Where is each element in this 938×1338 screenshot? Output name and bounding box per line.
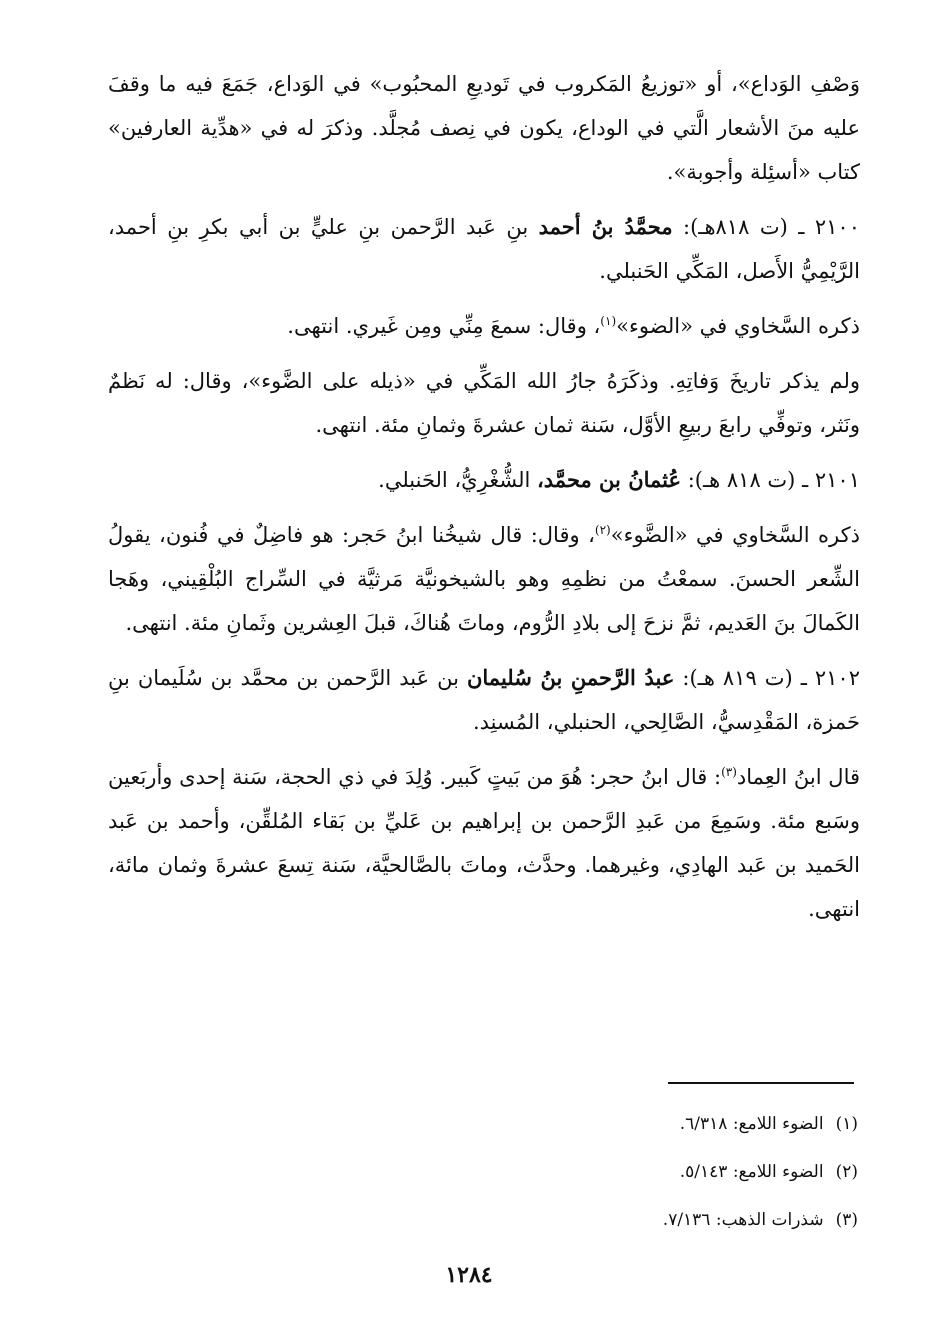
footnote-reference: (٣) bbox=[721, 765, 737, 779]
entry-name: عبدُ الرَّحمنِ بنُ سُليمان bbox=[466, 665, 675, 690]
entry-body-2102: قال ابنُ العِماد$^{(٣)}$: قال ابنُ حجر: هُوَ من بَيتٍ كَبير. وُلِدَ في ذي الحجة، سَنة إحدى وأربَعين وسَبع مئة. وسَمِعَ من عَبدِ الرَّحمن بن إبراهيم بن عَليِّ بن بَقاء المُلقِّن، وأحمد بن عَبد الحَميد بن عَبد الهادِي، وغيرهما. وحدَّث، وماتَ بالصَّالحيَّة، سَنة تِسعَ عشرةَ وثمان مائة، انتهى. bbox=[108, 765, 861, 921]
footnote-reference: (١) bbox=[600, 314, 617, 328]
entry-heading-2102 bbox=[108, 656, 860, 744]
footnote-1 bbox=[400, 1100, 858, 1148]
footnote-mark: (٢) bbox=[835, 1162, 858, 1182]
main-text bbox=[108, 62, 860, 931]
entry-body-2100-b: ولم يذكر تاريخَ وَفاتِهِ. وذكَرَهُ جارُ الله المَكِّي في «ذيله على الضَّوء»، وقال: له نَظمٌ ونَثر، وتوفِّي رابعَ ربيعِ الأوَّل، سَنة ثمان عشرةَ وثمانِ مئة. انتهى. bbox=[108, 369, 860, 437]
footnote-mark: (٣) bbox=[835, 1210, 858, 1230]
entry-lineage: بن عَبد الرَّحمن بن محمَّد بن سُلَيمان بنِ حَمزة، المَقْدِسيُّ، الصَّالِحي، الحنبلي، المُسنِد. bbox=[108, 666, 860, 734]
entry-number: ٢١٠١ ـ (ت ٨١٨ هـ): bbox=[687, 468, 860, 492]
entry-heading-2101 bbox=[108, 458, 860, 502]
entry-number: ٢١٠٠ ـ (ت ٨١٨هـ): bbox=[683, 215, 860, 239]
entry-heading-2100 bbox=[108, 205, 860, 293]
footnote-text: شذرات الذهب: ٧/١٣٦. bbox=[662, 1210, 824, 1230]
entry-body-2100-a: ذكره السَّخاوي في «الضوء»$^{(١)}$، وقال: سمعَ مِنِّي ومِن غَيري. انتهى. bbox=[287, 314, 860, 338]
footnotes bbox=[400, 1100, 858, 1244]
page-number: ١٢٨٤ bbox=[445, 1262, 493, 1288]
entry-lineage: الشُّغْرِيُّ، الحَنبلي. bbox=[378, 468, 531, 492]
footnote-text: الضوء اللامع: ٦/٣١٨. bbox=[679, 1114, 824, 1134]
entry-body-2101: ذكره السَّخاوي في «الضَّوء»$^{(٢)}$، وقال: قال شيخُنا ابنُ حَجر: هو فاضِلٌ في فُنون، يقولُ الشِّعر الحسنَ. سمعْتُ من نظمِهِ وهو بالشيخونيَّة مَرثيَّة في السِّراج البُلْقِيني، وهَجا الكَمالَ بنَ العَديم، ثمَّ نزحَ إلى بلادِ الرُّوم، وماتَ هُناكَ، قبلَ العِشرين وثَمانِ مئة. انتهى. bbox=[108, 523, 860, 635]
entry-lineage: بنِ عَبد الرَّحمن بنِ عليٍّ بن أبي بكرِ بنِ أحمد، الرَّيْمِيُّ الأَصل، المَكِّي الحَنبلي. bbox=[108, 215, 860, 283]
footnote-text: الضوء اللامع: ٥/١٤٣. bbox=[679, 1162, 824, 1182]
footnote-3 bbox=[400, 1196, 858, 1244]
footnote-2 bbox=[400, 1148, 858, 1196]
entry-number: ٢١٠٢ ـ (ت ٨١٩ هـ): bbox=[682, 666, 860, 690]
continuation-paragraph: وَصْفِ الوَداع»، أو «توزيعُ المَكروب في تَوديعِ المحبُوب» في الوَداع، جَمَعَ فيه ما وقفَ عليه منَ الأشعار الَّتي في الوداع، يكون في نِصف مُجلَّد. وذكرَ له في «هدِّية العارفين» كتاب «أسئِلة وأجوبة». bbox=[108, 72, 860, 184]
entry-name: محمَّدُ بنُ أحمد bbox=[538, 214, 673, 239]
footnote-divider bbox=[668, 1082, 854, 1084]
entry-name: عُثمانُ بن محمَّد، bbox=[537, 467, 682, 492]
footnote-mark: (١) bbox=[835, 1114, 858, 1134]
footnote-reference: (٢) bbox=[594, 523, 611, 537]
